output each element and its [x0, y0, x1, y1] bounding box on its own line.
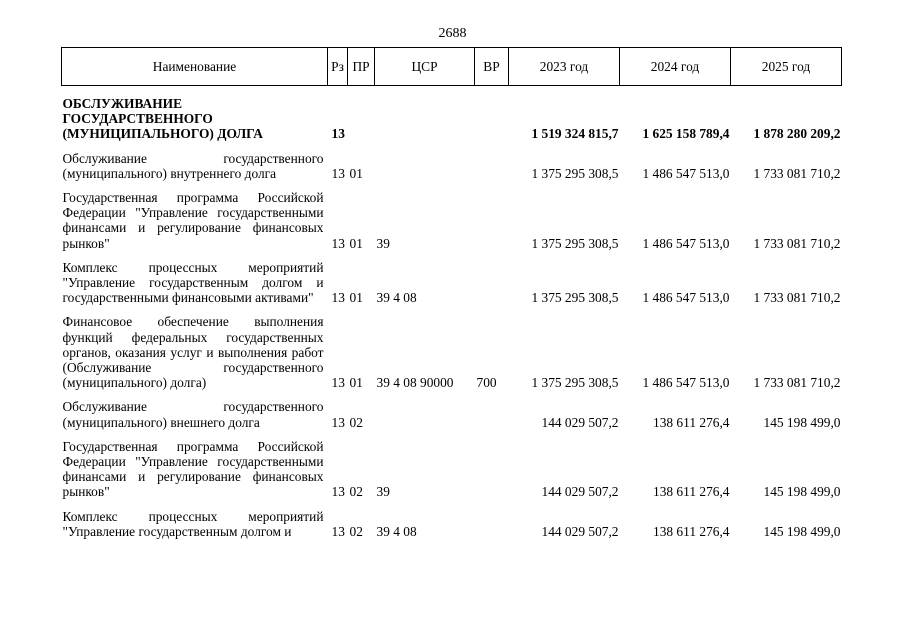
- row-pr: 01: [349, 290, 363, 306]
- table-row: [62, 181, 842, 251]
- row-name: Финансовое обеспечение выполнения функций федеральных государственных органов, оказания услуг и выполнения работ (Обслуживание государственного (муниципального) долга): [62, 314, 324, 391]
- row-name: Обслуживание государственного (муниципального) внешнего долга: [62, 399, 324, 430]
- row-pr: 01: [349, 375, 363, 391]
- row-2023: 144 029 507,2: [541, 523, 619, 539]
- row-rz: 13: [331, 523, 345, 539]
- row-csr: 39 4 08 90000: [376, 375, 454, 391]
- row-rz: 13: [331, 290, 345, 306]
- row-rz: 13: [331, 165, 345, 181]
- row-name: Комплекс процессных мероприятий "Управление государственным долгом и государственными финансовыми активами": [62, 259, 324, 306]
- header-csr: ЦСР: [375, 48, 475, 86]
- row-pr: 01: [349, 235, 363, 251]
- row-2025: 1 733 081 710,2: [753, 165, 841, 181]
- row-pr: 02: [349, 414, 363, 430]
- table-header-row: [62, 48, 842, 86]
- table-row: [62, 86, 842, 142]
- table-row: [62, 251, 842, 306]
- table-row: [62, 390, 842, 429]
- row-2024: 138 611 276,4: [653, 484, 730, 500]
- row-csr: 39 4 08: [376, 290, 417, 306]
- row-name: Обслуживание государственного (муниципального) внутреннего долга: [62, 150, 324, 181]
- page-number: 2688: [438, 26, 467, 41]
- row-csr: [375, 86, 475, 142]
- row-pr: [348, 86, 375, 142]
- row-rz: 13: [331, 126, 345, 142]
- row-2025: 1 878 280 209,2: [753, 126, 841, 142]
- row-csr: 39: [376, 484, 390, 500]
- row-vr: [475, 142, 509, 181]
- row-vr: [475, 181, 509, 251]
- table-row: [62, 142, 842, 181]
- header-rz: Рз: [328, 48, 348, 86]
- row-vr: [475, 430, 509, 500]
- budget-table: [61, 47, 842, 539]
- row-2025: 145 198 499,0: [763, 523, 841, 539]
- row-2025: 1 733 081 710,2: [753, 290, 841, 306]
- row-rz: 13: [331, 414, 345, 430]
- row-name: ОБСЛУЖИВАНИЕ ГОСУДАРСТВЕННОГО (МУНИЦИПАЛЬНОГО) ДОЛГА: [62, 96, 263, 142]
- row-pr: 02: [349, 484, 363, 500]
- header-pr: ПР: [348, 48, 375, 86]
- row-2024: 138 611 276,4: [653, 414, 730, 430]
- row-2023: 1 375 295 308,5: [531, 375, 619, 391]
- row-2023: 1 375 295 308,5: [531, 165, 619, 181]
- row-2024: 138 611 276,4: [653, 523, 730, 539]
- row-csr: 39 4 08: [376, 523, 417, 539]
- header-name: Наименование: [62, 48, 328, 86]
- row-2025: 145 198 499,0: [763, 484, 841, 500]
- table-row: [62, 430, 842, 500]
- row-2023: 144 029 507,2: [541, 484, 619, 500]
- row-vr: [475, 251, 509, 306]
- row-2024: 1 486 547 513,0: [642, 235, 730, 251]
- row-pr: 01: [349, 165, 363, 181]
- row-csr: 39: [376, 235, 390, 251]
- row-vr: [475, 390, 509, 429]
- row-rz: 13: [331, 235, 345, 251]
- row-2025: 1 733 081 710,2: [753, 375, 841, 391]
- row-name: Государственная программа Российской Федерации "Управление государственными финансами и регулирование финансовых рынков": [62, 190, 324, 251]
- row-rz: 13: [331, 375, 345, 391]
- row-2024: 1 486 547 513,0: [642, 375, 730, 391]
- row-2023: 1 375 295 308,5: [531, 235, 619, 251]
- row-2025: 1 733 081 710,2: [753, 235, 841, 251]
- header-2024: 2024 год: [620, 48, 731, 86]
- header-vr: ВР: [475, 48, 509, 86]
- row-2024: 1 486 547 513,0: [642, 165, 730, 181]
- row-csr: [375, 390, 475, 429]
- row-2023: 1 375 295 308,5: [531, 290, 619, 306]
- row-2024: 1 486 547 513,0: [642, 290, 730, 306]
- row-csr: [375, 142, 475, 181]
- header-2023: 2023 год: [509, 48, 620, 86]
- header-2025: 2025 год: [731, 48, 842, 86]
- table-row: [62, 305, 842, 390]
- table-row: [62, 500, 842, 539]
- row-2024: 1 625 158 789,4: [642, 126, 730, 142]
- row-2023: 1 519 324 815,7: [531, 126, 619, 142]
- row-name: Комплекс процессных мероприятий "Управление государственным долгом и: [62, 508, 324, 539]
- row-name: Государственная программа Российской Федерации "Управление государственными финансами и регулирование финансовых рынков": [62, 438, 324, 500]
- row-vr: [475, 500, 509, 539]
- row-vr: [475, 86, 509, 142]
- row-vr: 700: [476, 375, 497, 391]
- row-rz: 13: [331, 484, 345, 500]
- row-pr: 02: [349, 523, 363, 539]
- row-2025: 145 198 499,0: [763, 414, 841, 430]
- row-2023: 144 029 507,2: [541, 414, 619, 430]
